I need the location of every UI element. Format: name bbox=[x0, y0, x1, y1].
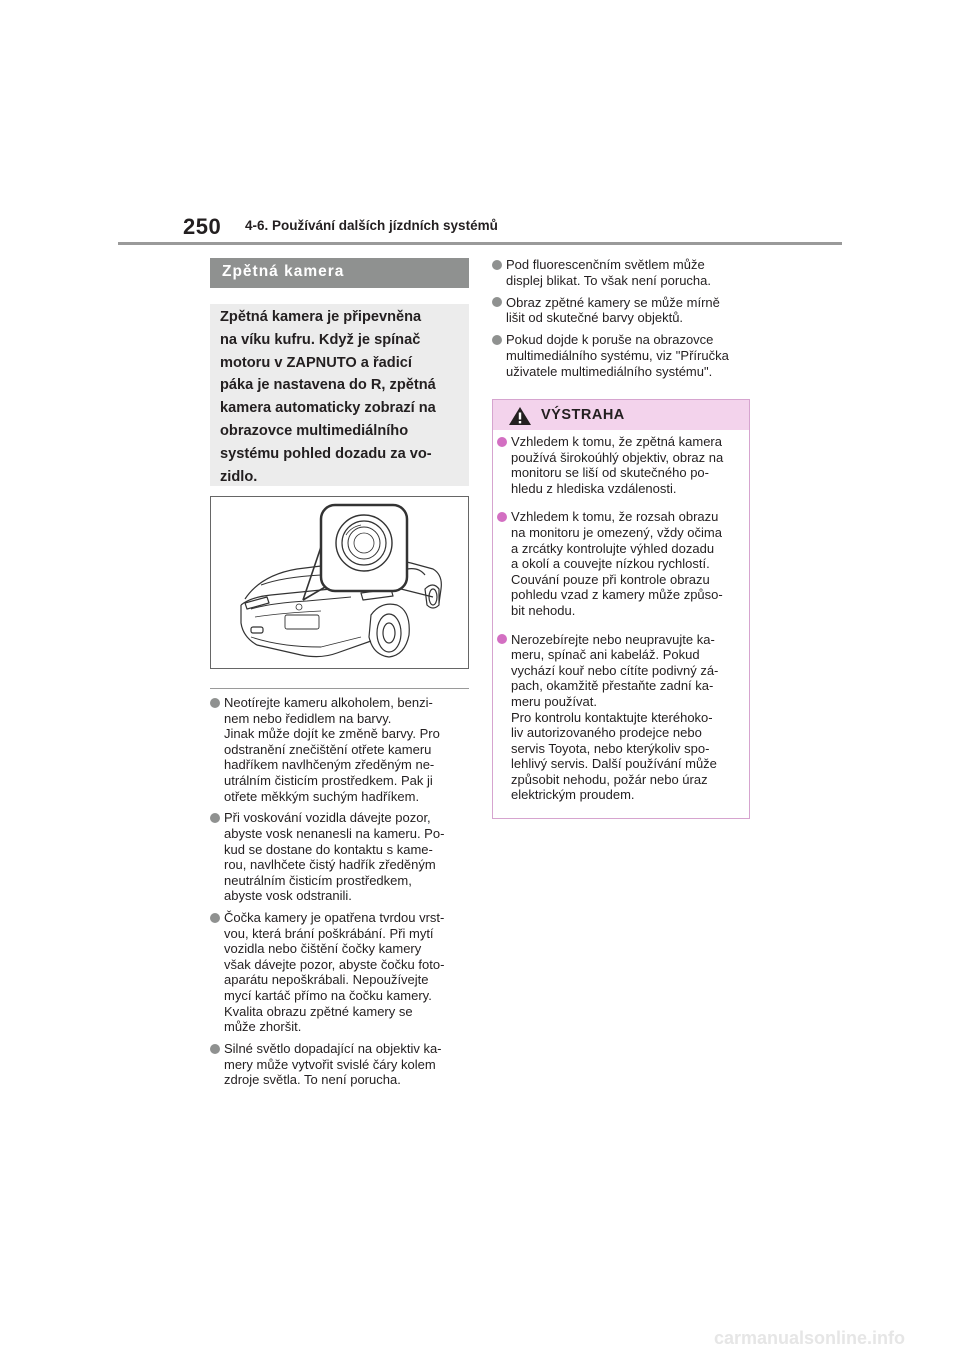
column-divider bbox=[210, 688, 469, 689]
right-bullet-list bbox=[492, 257, 754, 386]
bullet-icon bbox=[210, 813, 220, 823]
list-item-text: Při voskování vozidla dávejte pozor, abyste vosk nenanesli na kameru. Po- kud se dostane do kontaktu s kame- rou, navlhčete čistý hadřík zředěným neutrálním čisticím prostředkem, abyste vosk odstranili. bbox=[224, 810, 445, 904]
list-item-text: Pokud dojde k poruše na obrazovce multimediálního systému, viz "Příručka uživatele multimediálního systému". bbox=[506, 332, 729, 379]
warning-header bbox=[493, 400, 749, 430]
svg-text:carmanualsonline.info: carmanualsonline.info bbox=[714, 1328, 906, 1348]
left-bullet-list bbox=[210, 695, 472, 1094]
intro-box bbox=[210, 304, 469, 486]
intro-text: Zpětná kamera je připevněna na víku kufru. Když je spínač motoru v ZAPNUTO a řadicí páka je nastavena do R, zpětná kamera automaticky zobrazí na obrazovce multimediálního systému pohled dozadu za vo- zidlo. bbox=[220, 309, 436, 485]
bullet-icon bbox=[492, 297, 502, 307]
list-item-text: Vzhledem k tomu, že rozsah obrazu na monitoru je omezený, vždy očima a zrcátky kontrolujte výhled dozadu a okolí a couvejte nízkou rychlostí. Couvání pouze při kontrole obrazu pohledu vzad z kamery může způso- bit nehodu. bbox=[511, 509, 723, 618]
bullet-icon bbox=[492, 260, 502, 270]
bullet-icon bbox=[497, 634, 507, 644]
list-item-text: Vzhledem k tomu, že zpětná kamera používá širokoúhlý objektiv, obraz na monitoru se liší od skutečného po- hledu z hlediska vzdálenosti. bbox=[511, 434, 724, 496]
car-rear-camera-drawing bbox=[211, 497, 468, 668]
watermark-logo bbox=[714, 1326, 954, 1350]
bullet-icon bbox=[497, 437, 507, 447]
warning-triangle-icon bbox=[508, 406, 532, 426]
page-number: 250 bbox=[183, 214, 222, 239]
list-item bbox=[492, 332, 754, 379]
bullet-icon bbox=[210, 698, 220, 708]
list-item bbox=[497, 632, 747, 804]
list-item-text: Neotírejte kameru alkoholem, benzi- nem nebo ředidlem na barvy. Jinak může dojít ke změně barvy. Pro odstranění znečištění otřete kameru hadříkem navlhčeným zředěným ne- utrálním čisticím prostředkem. Pak ji otřete měkkým suchým hadříkem. bbox=[224, 695, 440, 804]
header-rule bbox=[118, 242, 842, 245]
list-item-text: Silné světlo dopadající na objektiv ka- mery může vytvořit svislé čáry kolem zdroje světla. To není porucha. bbox=[224, 1041, 442, 1088]
list-item bbox=[210, 910, 472, 1035]
list-item bbox=[492, 257, 754, 288]
chapter-title: 4-6. Používání dalších jízdních systémů bbox=[245, 218, 498, 233]
bullet-icon bbox=[492, 335, 502, 345]
section-title-bar: Zpětná kamera bbox=[210, 258, 469, 288]
list-item bbox=[210, 810, 472, 904]
list-item bbox=[497, 434, 747, 496]
list-item bbox=[210, 695, 472, 804]
warning-list bbox=[497, 434, 747, 816]
list-item bbox=[492, 295, 754, 326]
rear-camera-illustration bbox=[210, 496, 469, 669]
list-item-text: Obraz zpětné kamery se může mírně lišit od skutečné barvy objektů. bbox=[506, 294, 720, 326]
bullet-icon bbox=[210, 913, 220, 923]
list-item bbox=[210, 1041, 472, 1088]
list-item-text: Pod fluorescenčním světlem může displej blikat. To však není porucha. bbox=[506, 257, 711, 288]
list-item-text: Nerozebírejte nebo neupravujte ka- meru, spínač ani kabeláž. Pokud vychází kouř nebo cítíte podivný zá- pach, okamžitě přestaňte zadní ka- meru používat. Pro kontrolu kontaktujte kteréhoko- liv autorizovaného prodejce nebo servis Toyota, nebo kterýkoliv spo- lehlivý servis. Další používání může způsobit nehodu, požár nebo úraz elektrickým proudem. bbox=[511, 631, 719, 803]
list-item bbox=[497, 509, 747, 618]
list-item-text: Čočka kamery je opatřena tvrdou vrst- vou, která brání poškrábání. Při mytí vozidla nebo čištění čočky kamery však dávejte pozor, abyste čočku foto- aparátu nepoškrábali. Nepoužívejte mycí kartáč přímo na čočku kamery. Kvalita obrazu zpětné kamery se může zhoršit. bbox=[224, 910, 445, 1035]
warning-box bbox=[492, 399, 750, 819]
bullet-icon bbox=[210, 1044, 220, 1054]
bullet-icon bbox=[497, 512, 507, 522]
warning-title: VÝSTRAHA bbox=[541, 407, 625, 423]
